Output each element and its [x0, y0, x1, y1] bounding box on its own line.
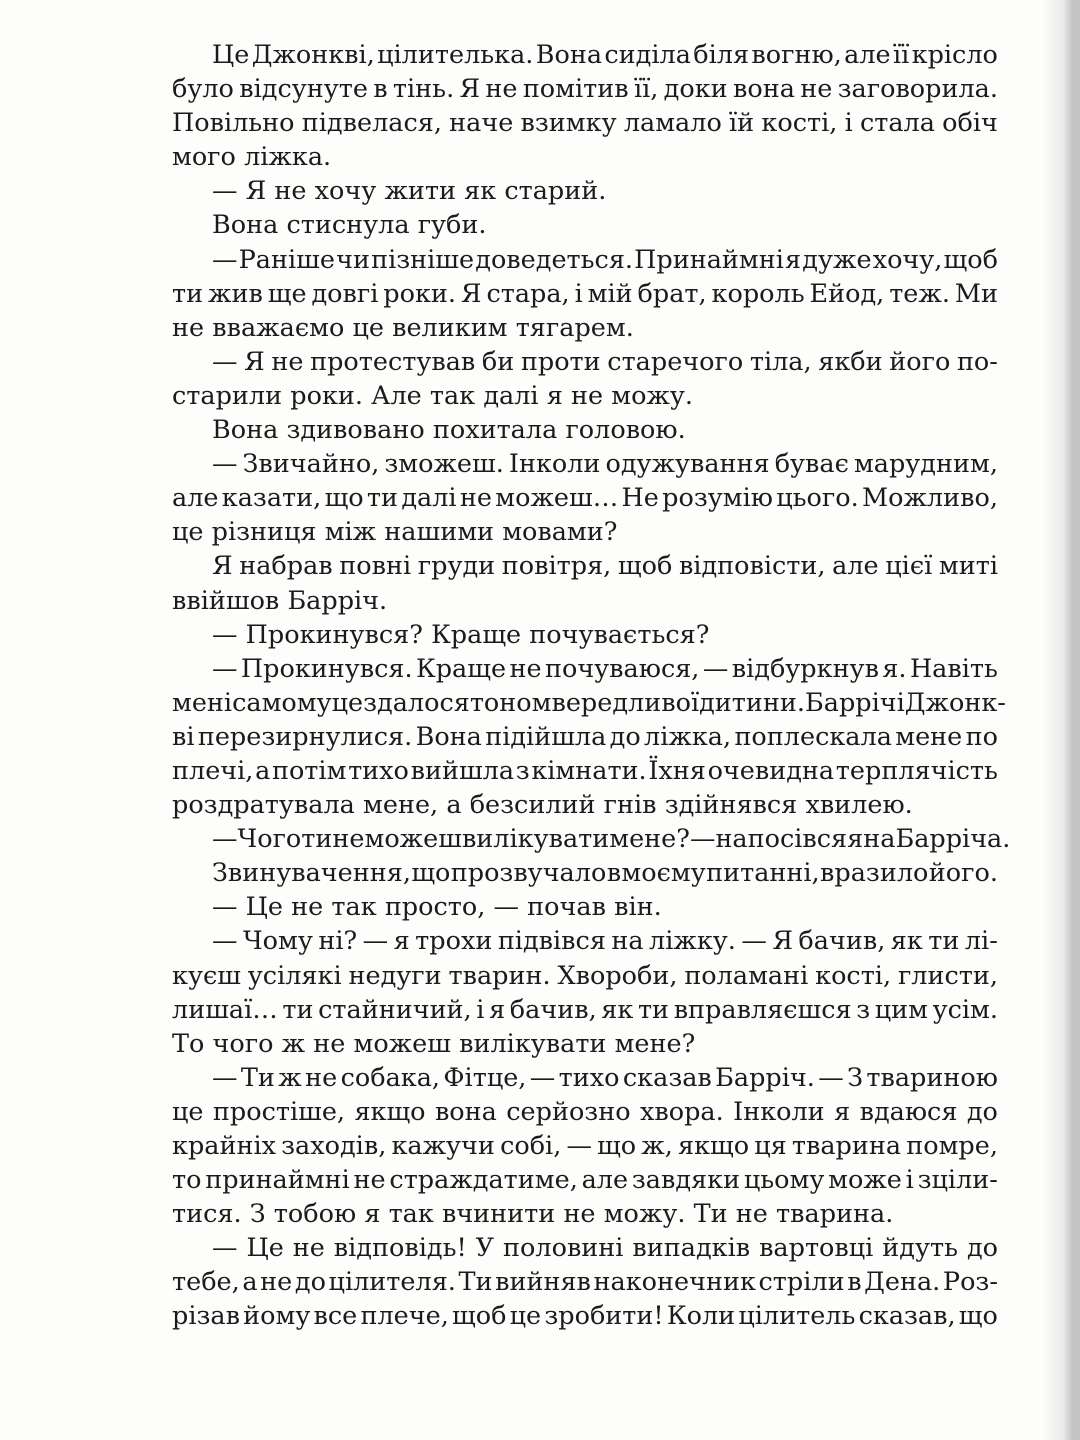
- text-line: — Звичайно, зможеш. Інколи одужування буває марудним,: [212, 449, 998, 480]
- text-line: — Чого ти не можеш вилікувати мене? — напосівся я на Барріча.: [212, 824, 1011, 855]
- text-line: тися. З тобою я так вчинити не можу. Ти не тварина.: [172, 1199, 894, 1230]
- page-edge-shadow: [1042, 0, 1080, 1440]
- text-line: було відсунуте в тінь. Я не помітив її, доки вона не заговорила.: [172, 74, 998, 105]
- text-line: — Я не хочу жити як старий.: [212, 176, 607, 207]
- text-line: — Чому ні? — я трохи підвівся на ліжку. — Я бачив, як ти лі-: [212, 926, 998, 957]
- text-line: — Раніше чи пізніше доведеться. Принаймні я дуже хочу, щоб: [212, 244, 998, 275]
- text-line: Вона стиснула губи.: [212, 210, 487, 241]
- text-line: То чого ж не можеш вилікувати мене?: [172, 1028, 696, 1059]
- text-line: ти жив ще довгі роки. Я стара, і мій брат, король Ейод, теж. Ми: [172, 278, 998, 309]
- text-line: лишаї… ти стайничий, і я бачив, як ти вправляєшся з цим усім.: [172, 994, 998, 1025]
- text-line: Це Джонкві, цілителька. Вона сиділа біля вогню, але її крісло: [212, 40, 998, 70]
- text-line: крайніх заходів, кажучи собі, — що ж, якщо ця тварина помре,: [172, 1131, 998, 1161]
- text-line: не вважаємо це великим тягарем.: [172, 312, 634, 343]
- text-line: але казати, що ти далі не можеш… Не розумію цього. Можливо,: [172, 483, 998, 514]
- text-line: — Прокинувся. Краще не почуваюся, — відбуркнув я. Навіть: [212, 653, 998, 684]
- text-line: плечі, а потім тихо вийшла з кімнати. Їхня очевидна терплячість: [172, 755, 998, 786]
- text-line: — Це не відповідь! У половині випадків вартовці йдуть до: [212, 1233, 998, 1264]
- text-line: то принаймні не страждатиме, але завдяки цьому може і зціли-: [172, 1165, 998, 1196]
- text-line: старили роки. Але так далі я не можу.: [172, 380, 693, 411]
- text-line: — Я не протестував би проти старечого тіла, якби його по-: [212, 346, 998, 377]
- text-line: роздратувала мене, а безсилий гнів здійнявся хвилею.: [172, 790, 913, 821]
- text-line: різав йому все плече, щоб це зробити! Коли цілитель сказав, що: [172, 1301, 998, 1332]
- text-line: ввійшов Барріч.: [172, 585, 388, 616]
- text-line: Звинувачення, що прозвучало в моєму питанні, вразило його.: [212, 858, 998, 889]
- text-line: мені самому це здалося тоном вередливої дитини. Барріч і Джонк-: [172, 687, 1006, 718]
- text-line: Повільно підвелася, наче взимку ламало їй кості, і стала обіч: [172, 108, 998, 139]
- text-line: — Прокинувся? Краще почувається?: [212, 619, 710, 650]
- text-line: Я набрав повні груди повітря, щоб відповісти, але цієї миті: [212, 551, 998, 582]
- text-line: це простіше, якщо вона серйозно хвора. Інколи я вдаюся до: [172, 1096, 998, 1127]
- text-line: — Це не так просто, — почав він.: [212, 892, 662, 923]
- text-line: мого ліжка.: [172, 142, 332, 173]
- text-line: куєш усілякі недуги тварин. Хвороби, поламані кості, глисти,: [172, 960, 998, 991]
- text-line: ві перезирнулися. Вона підійшла до ліжка, поплескала мене по: [172, 721, 998, 752]
- text-line: це різниця між нашими мовами?: [172, 517, 618, 548]
- page-text: [172, 38, 1011, 1334]
- text-line: тебе, а не до цілителя. Ти вийняв наконечник стріли в Дена. Роз-: [172, 1267, 998, 1298]
- text-line: — Ти ж не собака, Фітце, — тихо сказав Барріч. — З твариною: [212, 1062, 998, 1093]
- text-line: Вона здивовано похитала головою.: [212, 415, 686, 446]
